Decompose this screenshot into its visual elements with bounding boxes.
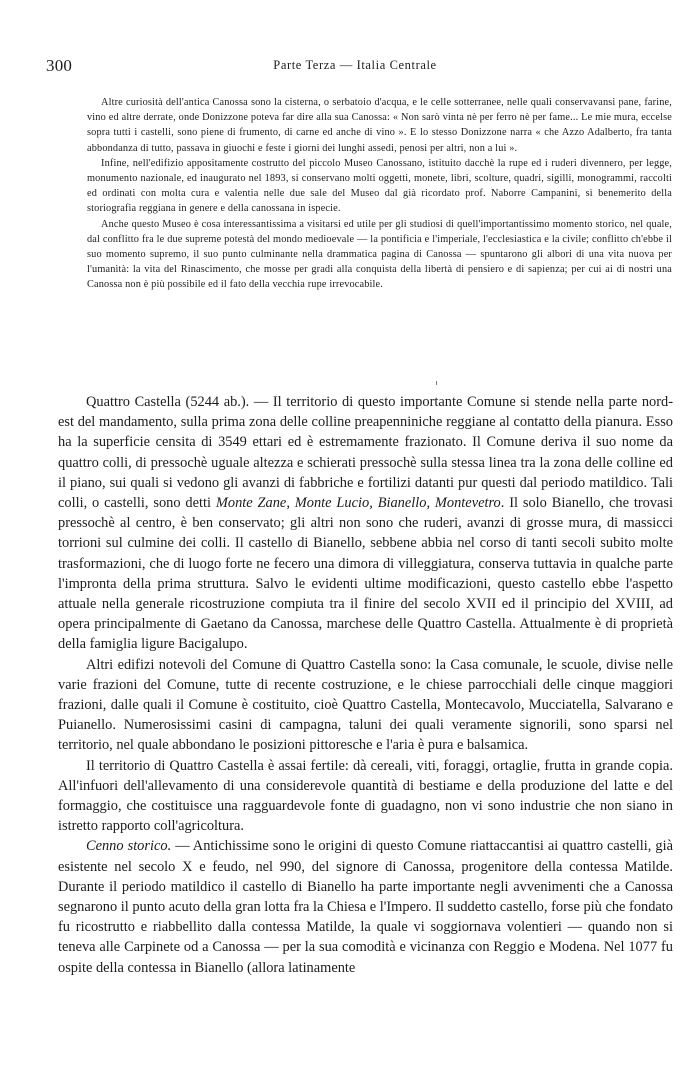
- small-paragraph-rinascimento: Anche questo Museo è cosa interessantissima a visitarsi ed utile per gli studiosi di quell'importantissimo momento storico, nel quale, dal conflitto fra le due supreme potestà del mondo medioevale — la pontificia e l'imperiale, l'ecclesiastica e la civile; conflitto ch'ebbe il suo momento supremo, il suo punto culminante nella drammatica pagina di Canossa — spuntarono gli albori di una vita nuova per l'umanità: la vita del Rinascimento, che mosse per gradi alla conquista della libertà di pensiero e di sapienza; per cui ai di nostri una Canossa non è più possibile ed il fato della vecchia rupe irrevocabile.: [87, 218, 672, 291]
- paragraph-quattro-castella: [58, 392, 673, 655]
- paragraph-territorio: Il territorio di Quattro Castella è assai fertile: dà cereali, viti, foraggi, ortaglie, frutta in grande copia. All'infuori dell'allevamento di una considerevole quantità di bestiame e della produzione del latte e del formaggio, che costituisce una ragguardevole fonte di guadagno, non vi sono industrie che non siano in istretto rapporto coll'agricoltura.: [58, 757, 673, 835]
- paragraph-text: Quattro Castella (5244 ab.). — Il territorio di questo importante Comune si stende nella parte nord-est del mandamento, sulla prima zona delle colline preapenniniche reggiane al contatto della pianura. Esso ha la superficie censita di 3549 ettari ed è estremamente frazionato. Il Comune deriva il suo nome da quattro colli, di pressochè uguale altezza e schierati pressochè sulla stessa linea tra la zona delle colline ed il piano, sui quali si vedono gli avanzi di fabbriche e fortilizi datanti pur questi dal periodo matildico. Tali colli, o castelli, sono detti: [58, 394, 673, 512]
- paragraph-text: . Il solo Bianello, che trovasi pressochè al centro, è ben conservato; gli altri non sono che ruderi, avanzi di grosse mura, di massicci torrioni sul culmine dei colli. Il castello di Bianello, sebbene abbia nel corso di tanti secoli subito molte trasformazioni, che di luogo forte ne fecero una dimora di villeggiatura, conserva tuttavia in qualche parte l'impronta della prima struttura. Salvo le evidenti ultime modificazioni, questo castello ebbe l'aspetto attuale nella generale ricostruzione compiuta tra il finire del secolo XVII ed il principio del XVIII, ad opera principalmente di Gaetano da Canossa, marchese delle Quattro Castella. Attualmente è di proprietà della famiglia ligure Bacigalupo.: [58, 495, 673, 653]
- small-paragraph-cisterna: Altre curiosità dell'antica Canossa sono la cisterna, o serbatoio d'acqua, e le celle sotterranee, nelle quali conservavansi pane, farine, vino ed altre derrate, onde Donizzone poteva far dire alla sua Canossa: « Non sarò vinta nè per ferro nè per fame... Le mie mura, eccelse sopra tutti i castelli, sono piene di frumento, di carne ed anche di vino ». E lo stesso Donizzone narra « che Azzo Adalberto, fra tanta abbondanza di tutto, passava in giuochi e feste i giorni dei lunghi assedi, penosi per altri, non a lui ».: [87, 97, 672, 154]
- page-header: [46, 56, 664, 76]
- paragraph-cenno-storico: [58, 836, 673, 977]
- stray-mark: [436, 381, 437, 385]
- paragraph-edifizi: Altri edifizi notevoli del Comune di Quattro Castella sono: la Casa comunale, le scuole, divise nelle varie frazioni del Comune, tutte di recente costruzione, e le chiese parrocchiali delle cinque maggiori frazioni, dalle quali il Comune è costituito, cioè Quattro Castella, Montecavolo, Mucciatella, Salvarano e Puianello. Numerosissimi casini di campagna, taluni dei quali veramente signorili, sono sparsi nel territorio, nel quale abbondano le posizioni pittoresche e l'aria è pura e balsamica.: [58, 656, 673, 754]
- main-text-section: [58, 392, 673, 978]
- section-label: Cenno storico.: [86, 838, 172, 855]
- small-print-section: [87, 95, 672, 293]
- small-paragraph-museo: Infine, nell'edifizio appositamente costrutto del piccolo Museo Canossano, istituito dacchè la rupe ed i ruderi divennero, per legge, monumento nazionale, ed inaugurato nel 1893, si conservano molti oggetti, monete, libri, scolture, quadri, sigilli, monogrammi, raccolti ed ordinati con molta cura e valentia nelle due sale del Museo dal già ricordato prof. Naborre Campanini, sì benemerito della storiografia reggiana in genere e della canossana in ispecie.: [87, 157, 672, 215]
- page-number: 300: [46, 56, 73, 75]
- castle-names: Monte Zane, Monte Lucio, Bianello, Montevetro: [215, 495, 501, 512]
- running-head: Parte Terza — Italia Centrale: [273, 58, 437, 72]
- paragraph-text: — Antichissime sono le origini di questo Comune riattaccantisi ai quattro castelli, già esistente nel secolo X e feudo, nel 990, del signore di Canossa, progenitore della contessa Matilde. Durante il periodo matildico il castello di Bianello ha parte importante negli avvenimenti che a Canossa segnarono il punto acuto della gran lotta fra la Chiesa e l'Impero. Il suddetto castello, forse più che fondato fu ricostrutto e riabbellito dalla contessa Matilde, la quale vi soggiornava volentieri — quando non si teneva alle Carpinete od a Canossa — per la sua comodità e vicinanza con Reggio e Modena. Nel 1077 fu ospite della contessa in Bianello (allora latinamente: [58, 838, 673, 976]
